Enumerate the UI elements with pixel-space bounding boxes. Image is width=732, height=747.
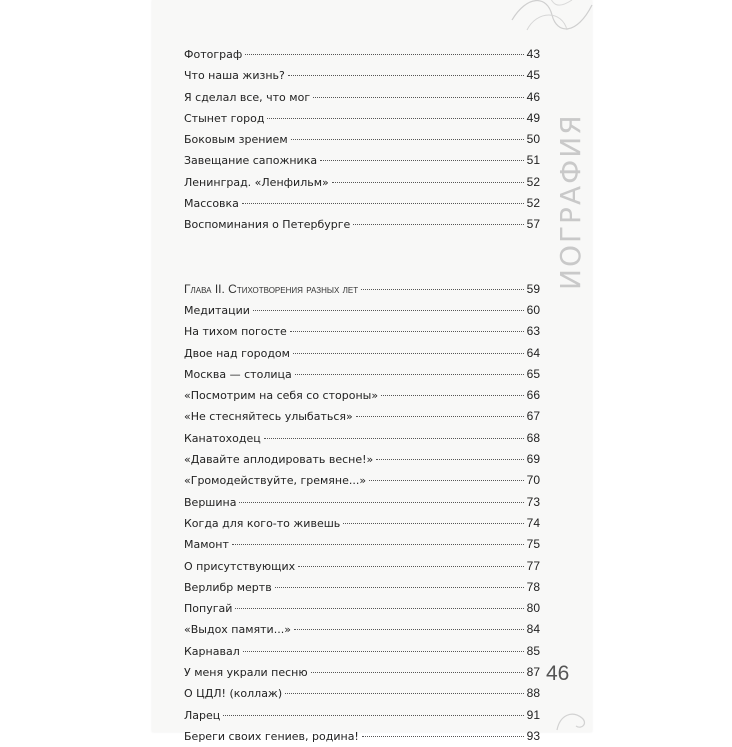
toc-entry — [184, 87, 540, 108]
toc-entry-page: 70 — [526, 473, 540, 488]
toc-entry-title: Москва — столица — [184, 367, 292, 381]
toc-entry-title: Карнавал — [184, 644, 240, 658]
section-gap — [184, 236, 540, 279]
toc-entry-page: 87 — [526, 665, 540, 680]
toc-entry-page: 75 — [526, 537, 540, 552]
dot-leader — [253, 310, 524, 311]
toc-entry — [184, 406, 540, 427]
toc-entry — [184, 321, 540, 342]
chapter-title: Глава II. Стихотворения разных лет — [184, 281, 359, 296]
toc-entry-title: Попугай — [184, 602, 233, 616]
toc-entry-title: «Давайте аплодировать весне!» — [184, 453, 374, 467]
chapter-page: 59 — [526, 281, 540, 296]
toc-entry — [184, 364, 540, 385]
toc-entry-title: Массовка — [184, 197, 239, 211]
toc-entry — [184, 129, 540, 150]
toc-entry-page: 84 — [526, 622, 540, 637]
dot-leader — [245, 54, 523, 55]
dot-leader — [376, 459, 523, 460]
toc-entry-page: 85 — [526, 643, 540, 658]
toc-entry-title: Верлибр мертв — [184, 580, 272, 594]
dot-leader — [320, 160, 524, 161]
dot-leader — [285, 693, 524, 694]
toc-entry — [184, 385, 540, 406]
toc-entry-page: 65 — [526, 366, 540, 381]
toc-entry-title: У меня украли песню — [184, 666, 308, 680]
dot-leader — [239, 502, 523, 503]
toc-entry-title: Вершина — [184, 495, 237, 509]
toc-entry — [184, 726, 540, 747]
toc-entry-title: Фотограф — [184, 48, 243, 61]
dot-leader — [275, 587, 524, 588]
toc-entry — [184, 598, 540, 619]
toc-entry-page: 46 — [526, 89, 540, 104]
toc-entry-page: 78 — [526, 579, 540, 594]
toc-entry-title: Стынет город — [184, 111, 265, 125]
toc-group-1 — [184, 44, 540, 236]
toc-chapter-heading — [184, 279, 540, 300]
dot-leader — [343, 523, 523, 524]
toc-entry-title: О ЦДЛ! (коллаж) — [184, 687, 283, 701]
dot-leader — [313, 97, 524, 98]
toc-entry-page: 68 — [526, 430, 540, 445]
dot-leader — [242, 203, 524, 204]
toc-entry-title: Мамонт — [184, 538, 229, 552]
table-of-contents — [184, 44, 540, 747]
toc-entry — [184, 343, 540, 364]
toc-entry-page: 63 — [526, 324, 540, 339]
toc-entry — [184, 556, 540, 577]
toc-entry — [184, 705, 540, 726]
toc-entry — [184, 44, 540, 65]
toc-entry — [184, 577, 540, 598]
toc-entry-title: «Выдох памяти...» — [184, 623, 291, 637]
toc-entry-page: 45 — [526, 68, 540, 83]
toc-entry-title: Канатоходец — [184, 431, 261, 445]
toc-entry-title: Ленинград. «Ленфильм» — [184, 175, 329, 189]
dot-leader — [243, 651, 524, 652]
toc-entry — [184, 683, 540, 704]
dot-leader — [223, 715, 523, 716]
toc-entry-page: 52 — [526, 196, 540, 211]
toc-entry-title: Ларец — [184, 708, 221, 722]
toc-entry-title: На тихом погосте — [184, 325, 287, 339]
toc-entry — [184, 172, 540, 193]
toc-entry-title: Береги своих гениев, родина! — [184, 729, 359, 743]
toc-entry-page: 77 — [526, 558, 540, 573]
toc-entry-title: Завещание сапожника — [184, 154, 318, 168]
ornament-curl-icon — [552, 690, 592, 732]
dot-leader — [298, 566, 523, 567]
dot-leader — [295, 374, 524, 375]
dot-leader — [232, 544, 524, 545]
toc-entry — [184, 193, 540, 214]
toc-entry-page: 67 — [526, 409, 540, 424]
toc-entry — [184, 449, 540, 470]
toc-entry-page: 50 — [526, 132, 540, 147]
toc-entry-title: Воспоминания о Петербурге — [184, 218, 351, 232]
toc-entry-title: О присутствующих — [184, 559, 296, 573]
toc-entry-title: «Посмотрим на себя со стороны» — [184, 389, 379, 403]
toc-entry — [184, 470, 540, 491]
dot-leader — [293, 353, 524, 354]
dot-leader — [381, 395, 524, 396]
dot-leader — [290, 331, 524, 332]
dot-leader — [264, 438, 524, 439]
toc-entry — [184, 513, 540, 534]
toc-entry-page: 88 — [526, 686, 540, 701]
dot-leader — [369, 480, 524, 481]
dot-leader — [353, 224, 523, 225]
toc-entry-title: Медитации — [184, 303, 250, 317]
toc-entry-page: 60 — [526, 302, 540, 317]
toc-entry-title: Я сделал все, что мог — [184, 90, 311, 104]
book-page — [152, 0, 592, 743]
toc-entry-page: 73 — [526, 494, 540, 509]
dot-leader — [332, 182, 524, 183]
dot-leader — [267, 118, 523, 119]
toc-entry-page: 64 — [526, 345, 540, 360]
dot-leader — [362, 736, 524, 737]
dot-leader — [356, 416, 524, 417]
toc-entry-page: 80 — [526, 601, 540, 616]
toc-entry — [184, 150, 540, 171]
toc-entry-title: Двое над городом — [184, 346, 290, 360]
toc-entry-title: «Громодействуйте, гремяне...» — [184, 474, 367, 488]
toc-entry — [184, 534, 540, 555]
toc-entry-page: 49 — [526, 110, 540, 125]
toc-entry-page: 43 — [526, 47, 540, 61]
toc-entry-title: «Не стесняйтесь улыбаться» — [184, 410, 353, 424]
toc-entry-page: 91 — [526, 707, 540, 722]
toc-entry-title: Что наша жизнь? — [184, 69, 285, 83]
toc-entry — [184, 300, 540, 321]
toc-entry-page: 51 — [526, 153, 540, 168]
toc-entry-page: 69 — [526, 452, 540, 467]
dot-leader — [288, 75, 524, 76]
toc-entry-page: 93 — [526, 728, 540, 743]
dot-leader — [294, 629, 524, 630]
toc-entry — [184, 641, 540, 662]
toc-entry — [184, 214, 540, 235]
toc-entry-page: 74 — [526, 515, 540, 530]
toc-entry-title: Боковым зрением — [184, 133, 288, 147]
toc-group-2 — [184, 300, 540, 747]
toc-entry-page: 52 — [526, 174, 540, 189]
toc-entry — [184, 619, 540, 640]
toc-entry — [184, 492, 540, 513]
dot-leader — [235, 608, 523, 609]
toc-entry — [184, 662, 540, 683]
toc-entry-page: 66 — [526, 388, 540, 403]
toc-entry — [184, 108, 540, 129]
toc-entry-title: Когда для кого-то живешь — [184, 516, 341, 530]
dot-leader — [361, 289, 524, 290]
page-number: 46 — [546, 662, 570, 685]
toc-entry-page: 57 — [526, 217, 540, 232]
toc-entry — [184, 65, 540, 86]
vertical-book-title: ИОГРАФИЯ — [554, 113, 587, 290]
dot-leader — [291, 139, 524, 140]
toc-entry — [184, 428, 540, 449]
dot-leader — [311, 672, 524, 673]
